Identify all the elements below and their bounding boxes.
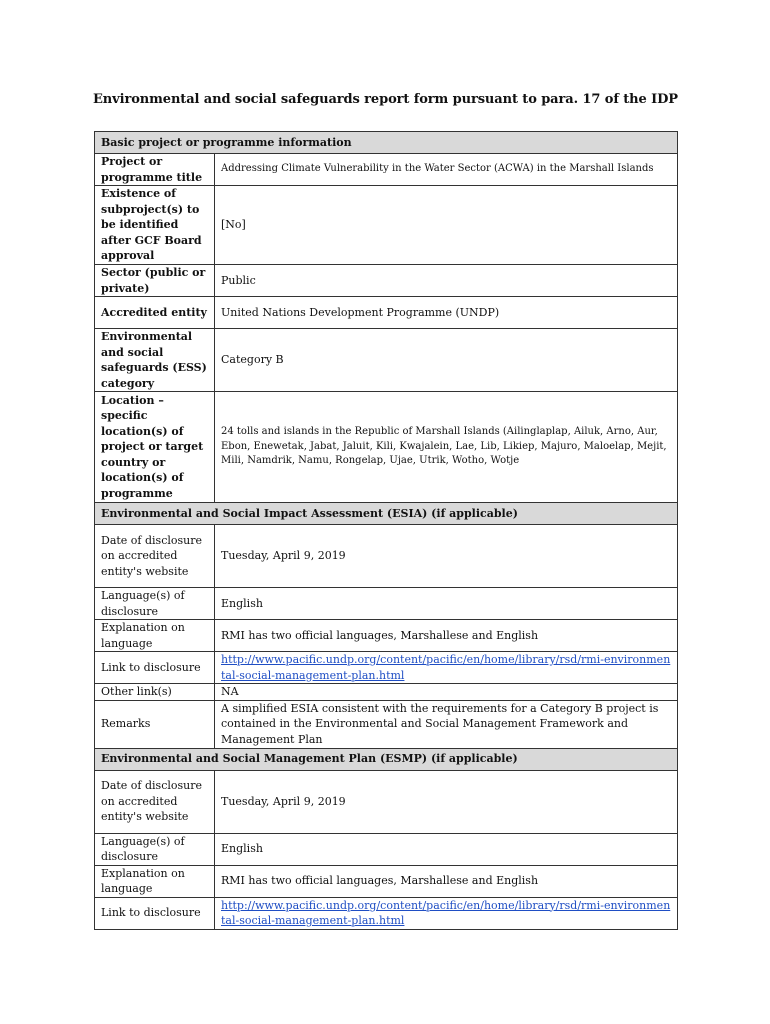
safeguards-report-table — [94, 131, 678, 930]
section-heading: Environmental and Social Management Plan (ESMP) (if applicable) — [95, 748, 678, 770]
table-row — [95, 833, 678, 865]
section-header-basic — [95, 132, 678, 154]
row-label: Date of disclosure on accredited entity's website — [95, 525, 215, 588]
row-value: 24 tolls and islands in the Republic of Marshall Islands (Ailinglaplap, Ailuk, Arno, Aur, Ebon, Enewetak, Jabat, Jaluit, Kili, Kwajalein, Lae, Lib, Likiep, Majuro, Maloelap, Mejit, Mili, Namdrik, Namu, Rongelap, Ujae, Utrik, Wotho, Wotje — [215, 392, 678, 503]
table-row — [95, 265, 678, 297]
table-row — [95, 770, 678, 833]
row-value: Public — [215, 265, 678, 297]
row-label: Explanation on language — [95, 620, 215, 652]
row-value: A simplified ESIA consistent with the requirements for a Category B project is contained in the Environmental and Social Management Framework and Management Plan — [215, 700, 678, 748]
row-label: Location – specific location(s) of project or target country or location(s) of programme — [95, 392, 215, 503]
row-label: Accredited entity — [95, 297, 215, 329]
table-row — [95, 154, 678, 186]
table-row — [95, 652, 678, 684]
row-value: RMI has two official languages, Marshallese and English — [215, 620, 678, 652]
row-value: United Nations Development Programme (UNDP) — [215, 297, 678, 329]
row-label: Language(s) of disclosure — [95, 833, 215, 865]
table-row — [95, 684, 678, 701]
table-row — [95, 525, 678, 588]
row-value: Addressing Climate Vulnerability in the Water Sector (ACWA) in the Marshall Islands — [215, 154, 678, 186]
section-heading: Basic project or programme information — [95, 132, 678, 154]
row-label: Other link(s) — [95, 684, 215, 701]
row-value: Tuesday, April 9, 2019 — [215, 770, 678, 833]
table-row — [95, 186, 678, 265]
table-row — [95, 897, 678, 929]
row-label: Date of disclosure on accredited entity's website — [95, 770, 215, 833]
row-value: Tuesday, April 9, 2019 — [215, 525, 678, 588]
row-value: English — [215, 588, 678, 620]
row-value: English — [215, 833, 678, 865]
row-label: Link to disclosure — [95, 652, 215, 684]
row-label: Sector (public or private) — [95, 265, 215, 297]
row-label: Link to disclosure — [95, 897, 215, 929]
row-label: Language(s) of disclosure — [95, 588, 215, 620]
row-label: Environmental and social safeguards (ESS) category — [95, 329, 215, 392]
table-row — [95, 297, 678, 329]
row-label: Project or programme title — [95, 154, 215, 186]
table-row — [95, 392, 678, 503]
section-header-esmp — [95, 748, 678, 770]
row-value-cell — [215, 897, 678, 929]
table-row — [95, 620, 678, 652]
table-row — [95, 588, 678, 620]
disclosure-link[interactable]: http://www.pacific.undp.org/content/pacific/en/home/library/rsd/rmi-environmental-social-management-plan.html — [221, 653, 671, 682]
table-row — [95, 865, 678, 897]
row-value: NA — [215, 684, 678, 701]
section-header-esia — [95, 503, 678, 525]
row-label: Remarks — [95, 700, 215, 748]
row-label: Explanation on language — [95, 865, 215, 897]
table-row — [95, 700, 678, 748]
document-title: Environmental and social safeguards report form pursuant to para. 17 of the IDP — [93, 92, 678, 107]
section-heading: Environmental and Social Impact Assessment (ESIA) (if applicable) — [95, 503, 678, 525]
row-value: Category B — [215, 329, 678, 392]
table-row — [95, 329, 678, 392]
row-label: Existence of subproject(s) to be identified after GCF Board approval — [95, 186, 215, 265]
row-value-cell — [215, 652, 678, 684]
row-value: [No] — [215, 186, 678, 265]
row-value: RMI has two official languages, Marshallese and English — [215, 865, 678, 897]
disclosure-link[interactable]: http://www.pacific.undp.org/content/pacific/en/home/library/rsd/rmi-environmental-social-management-plan.html — [221, 898, 671, 927]
